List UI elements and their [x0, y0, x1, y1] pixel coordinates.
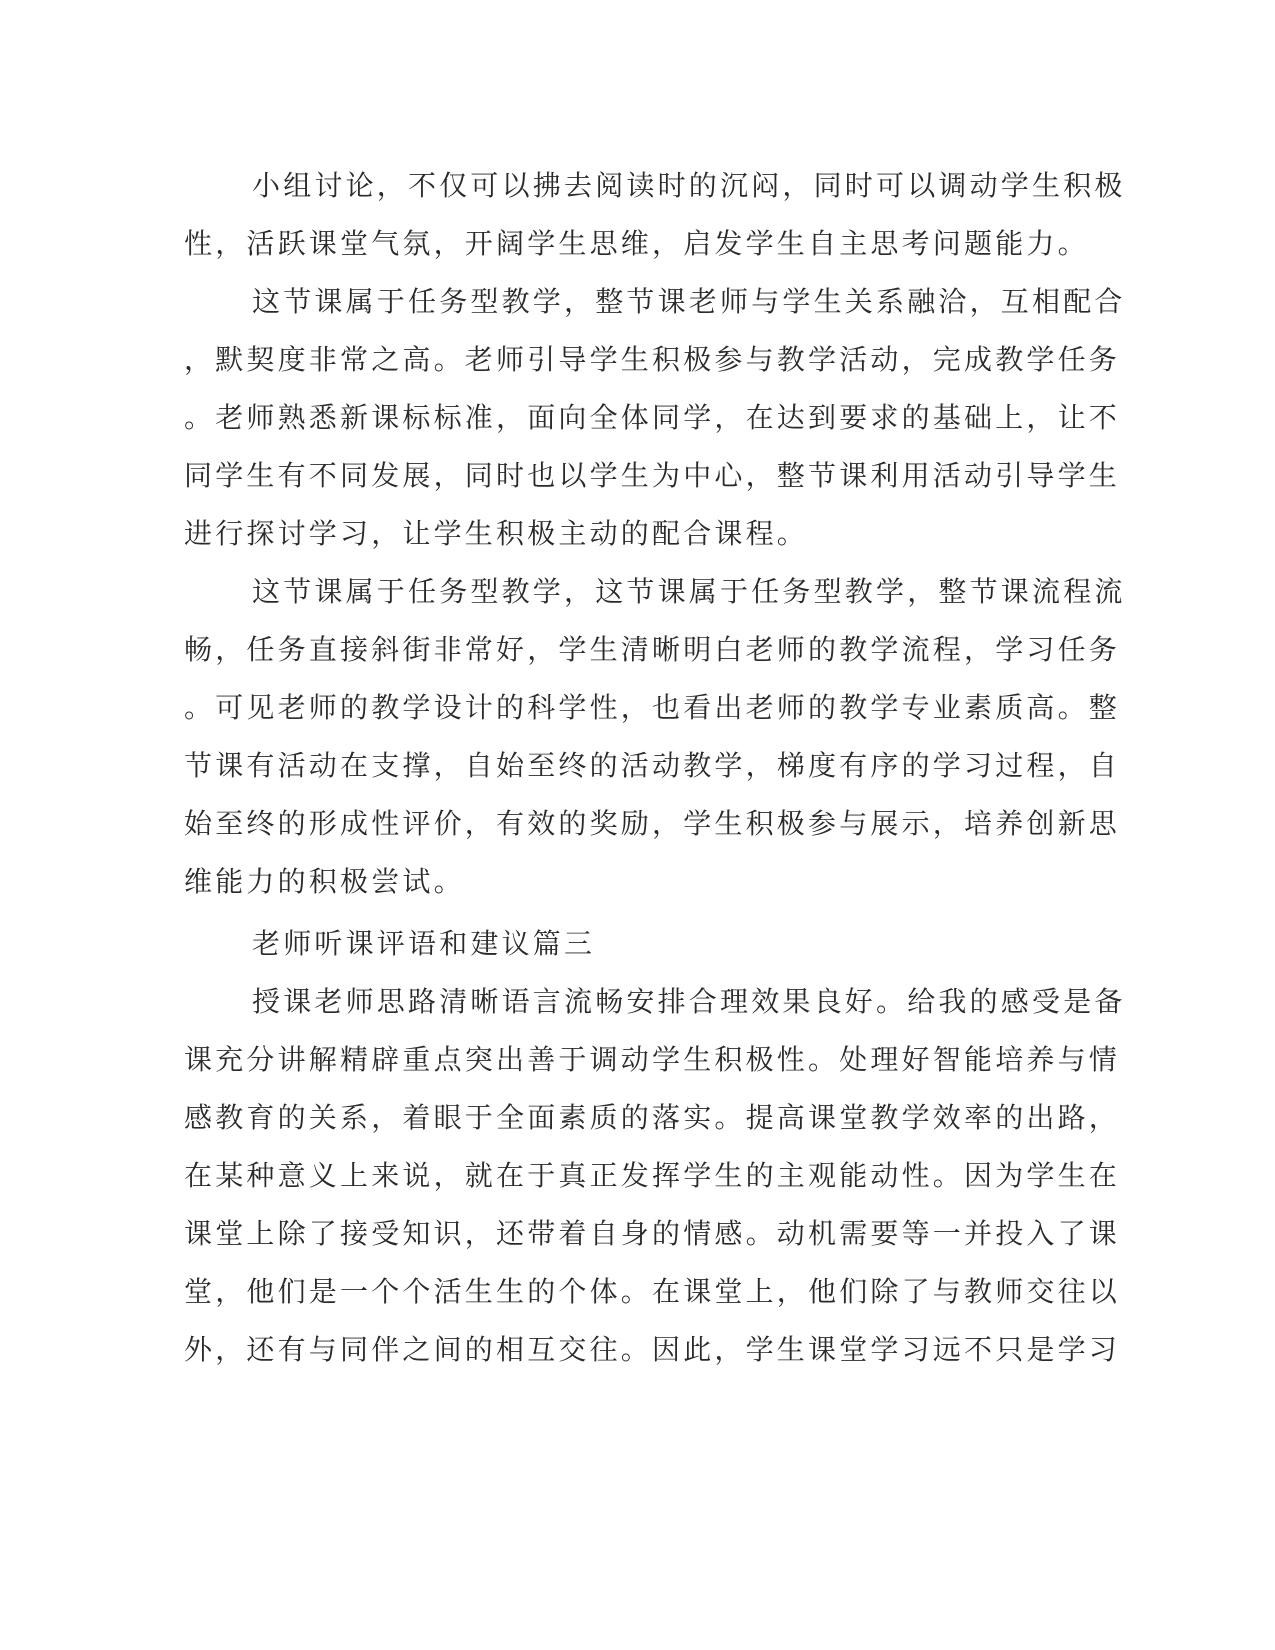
text-line: 这节课属于任务型教学，整节课老师与学生关系融洽，互相配合 — [252, 285, 1126, 318]
text-line: 。老师熟悉新课标标准，面向全体同学，在达到要求的基础上，让不 — [184, 401, 1121, 434]
text-line: 始至终的形成性评价，有效的奖励，学生积极参与展示，培养创新思 — [184, 807, 1121, 840]
text-line: 同学生有不同发展，同时也以学生为中心，整节课利用活动引导学生 — [184, 459, 1121, 492]
text-line: 感教育的关系，着眼于全面素质的落实。提高课堂教学效率的出路， — [184, 1101, 1121, 1134]
text-line: 堂，他们是一个个活生生的个体。在课堂上，他们除了与教师交往以 — [184, 1275, 1121, 1308]
text-line: 。可见老师的教学设计的科学性，也看出老师的教学专业素质高。整 — [184, 691, 1121, 724]
text-line: ，默契度非常之高。老师引导学生积极参与教学活动，完成教学任务 — [184, 343, 1121, 376]
text-line: 授课老师思路清晰语言流畅安排合理效果良好。给我的感受是备 — [252, 985, 1126, 1018]
text-line: 外，还有与同伴之间的相互交往。因此，学生课堂学习远不只是学习 — [184, 1333, 1121, 1366]
text-line: 小组讨论，不仅可以拂去阅读时的沉闷，同时可以调动学生积极 — [252, 169, 1126, 202]
text-line: 课充分讲解精辟重点突出善于调动学生积极性。处理好智能培养与情 — [184, 1043, 1121, 1076]
text-line: 畅，任务直接斜街非常好，学生清晰明白老师的教学流程，学习任务 — [184, 633, 1121, 666]
section-heading: 老师听课评语和建议篇三 — [252, 927, 596, 960]
text-line: 性，活跃课堂气氛，开阔学生思维，启发学生自主思考问题能力。 — [184, 227, 1089, 260]
text-line: 进行探讨学习，让学生积极主动的配合课程。 — [184, 517, 809, 550]
text-line: 节课有活动在支撑，自始至终的活动教学，梯度有序的学习过程，自 — [184, 749, 1121, 782]
text-line: 维能力的积极尝试。 — [184, 865, 465, 898]
text-line: 在某种意义上来说，就在于真正发挥学生的主观能动性。因为学生在 — [184, 1159, 1121, 1192]
text-line: 课堂上除了接受知识，还带着自身的情感。动机需要等一并投入了课 — [184, 1217, 1121, 1250]
text-line: 这节课属于任务型教学，这节课属于任务型教学，整节课流程流 — [252, 575, 1126, 608]
